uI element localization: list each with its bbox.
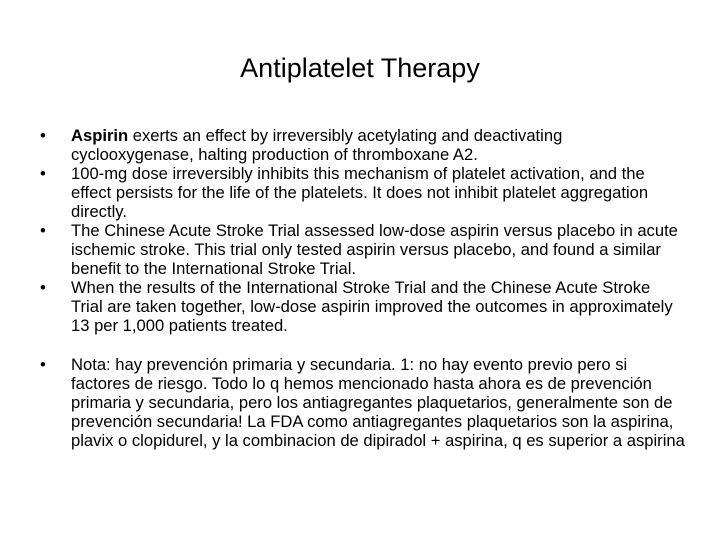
bullet-marker: •	[40, 221, 46, 240]
bullet-item-nota	[0, 355, 720, 450]
bullet-text: When the results of the International Stroke Trial and the Chinese Acute Stroke Trial are taken together, low-dose aspirin improved the outcomes in approximately 13 per 1,000 patients treated.	[71, 278, 673, 335]
bullet-text: The Chinese Acute Stroke Trial assessed low-dose aspirin versus placebo in acute ischemic stroke. This trial only tested aspirin versus placebo, and found a similar benefit to the International Stroke Trial.	[71, 221, 678, 278]
bullet-item-chinese-trial	[0, 221, 720, 278]
bullet-text: Nota: hay prevención primaria y secundaria. 1: no hay evento previo pero si factores de riesgo. Todo lo q hemos mencionado hasta ahora es de prevención primaria y secundaria, pero los antiagregantes plaquetarios, generalmente son de prevención secundaria! La FDA como antiagregantes plaquetarios son la aspirina, plavix o clopidurel, y la combinacion de dipiradol + aspirina, q es superior a aspirina	[71, 355, 685, 450]
bullet-list	[0, 126, 720, 450]
bullet-text: 100-mg dose irreversibly inhibits this mechanism of platelet activation, and the effect persists for the life of the platelets. It does not inhibit platelet aggregation directly.	[71, 164, 649, 221]
bullet-bold-term: Aspirin	[71, 126, 129, 145]
bullet-marker: •	[40, 278, 46, 297]
slide-title: Antiplatelet Therapy	[240, 53, 480, 83]
bullet-marker: •	[40, 126, 46, 145]
bullet-text: exerts an effect by irreversibly acetylating and deactivating cyclooxygenase, halting production of thromboxane A2.	[71, 126, 563, 164]
bullet-item-aspirin	[0, 126, 720, 164]
bullet-item-combined-results	[0, 278, 720, 335]
bullet-marker: •	[40, 164, 46, 183]
bullet-item-dose	[0, 164, 720, 221]
bullet-marker: •	[40, 355, 46, 374]
